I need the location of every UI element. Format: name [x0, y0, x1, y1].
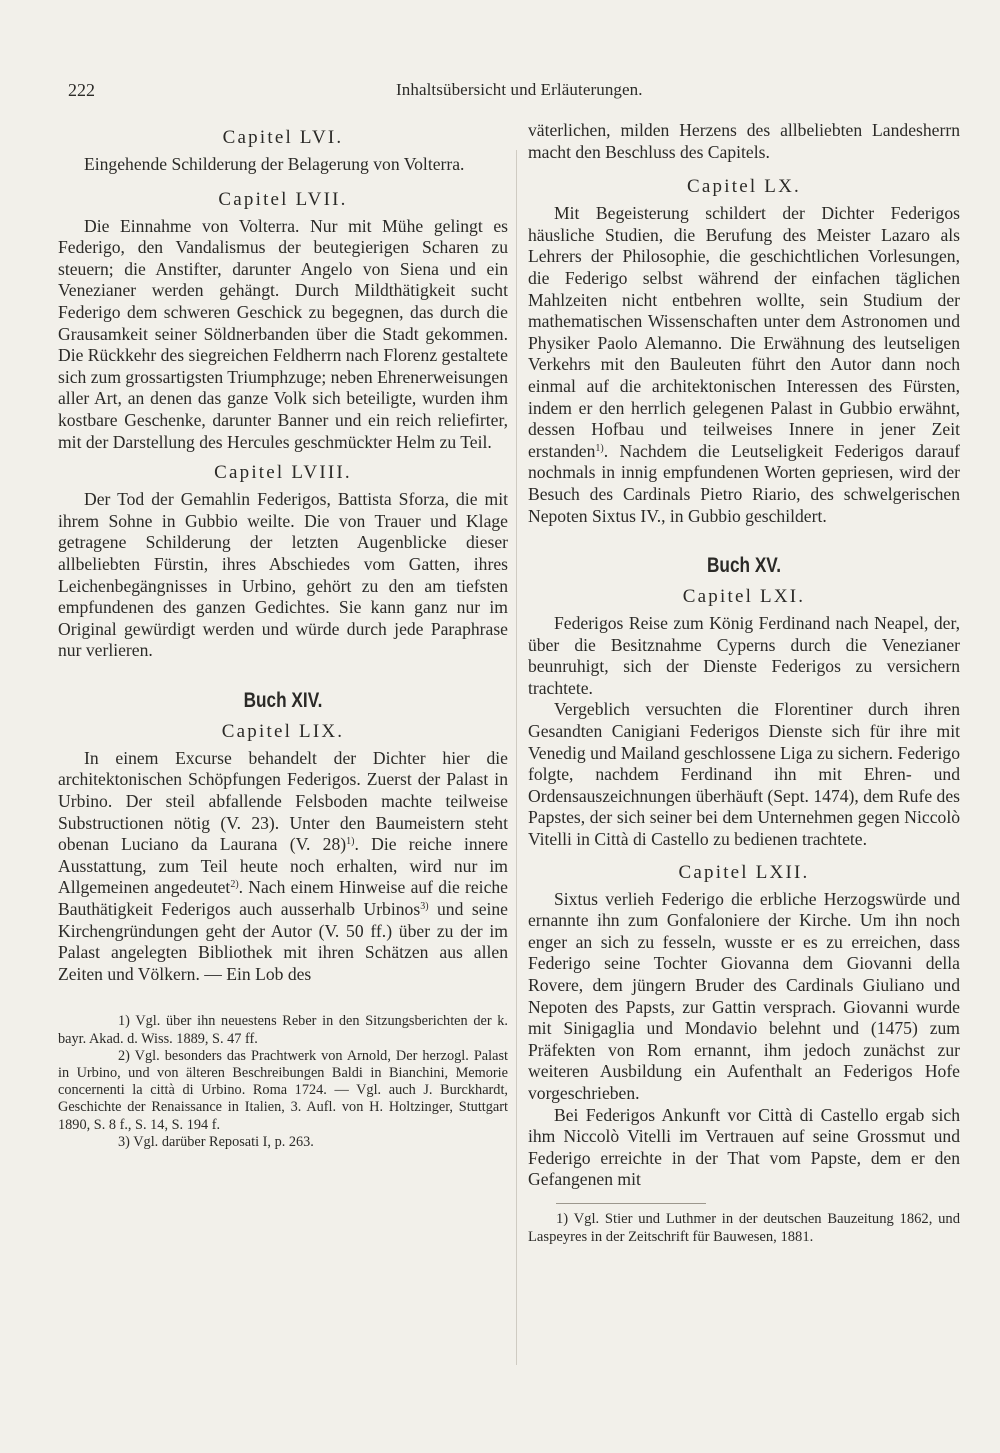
footnote-ref-3: 3) — [420, 901, 429, 913]
left-column — [58, 120, 508, 1151]
footnote-1: 1) Vgl. über ihn neuestens Reber in den Sitzungsberichten der k. bayr. Akad. d. Wiss. 1889, S. 47 ff. — [58, 1013, 508, 1047]
chapter-60-heading: Capitel LX. — [687, 176, 801, 198]
page-number: 222 — [68, 80, 95, 100]
book-15-heading: Buch XV. — [706, 554, 782, 578]
chapter-61-paragraph-2: Vergeblich versuchten die Florentiner durch ihren Gesandten Canigiani Federigos Dienste sich für ihre mit Venedig und Mailand geschlossene Liga zu sichern. Federigo folgte, nachdem Ferdinand ihn mit Ehren- und Ordensauszeichnungen überhäuft (Sept. 1474), dem Rufe des Papstes, der sich seiner bei dem Unternehmen gegen Niccolò Vitelli in Città di Castello zu bedienen trachtete. — [528, 699, 960, 850]
chapter-62-heading: Capitel LXII. — [678, 861, 810, 883]
column-divider — [516, 150, 517, 1365]
footnote-ref-2: 2) — [230, 879, 239, 891]
chapter-57-text: Die Einnahme von Volterra. Nur mit Mühe gelingt es Federigo, den Vandalismus der beutegierigen Scharen zu steuern; die Anstifter, darunter Angelo von Siena und ein Venezianer werden gehängt. Durch Mildthätigkeit sucht Federigo dem schweren Geschick zu begegnen, das durch die Grausamkeit seiner Söldnerbanden über die Stadt gekommen. Die Rückkehr des siegreichen Feldherrn nach Florenz gestaltete sich zum grossartigsten Triumphzuge; neben Ehrenerweisungen aller Art, an denen das ganze Volk sich beteiligte, wurden ihm kostbare Geschenke, darunter Banner und ein reich reliefirter, mit der Darstellung des Hercules geschmückter Helm zu Teil. — [58, 215, 509, 452]
chapter-60-text: Mit Begeisterung schildert der Dichter Federigos häusliche Studien, die Berufung des Meister Lazaro als Lehrers der Philosophie, die geschichtlichen Vorlesungen, die Federigo selbst während der einfachen täglichen Mahlzeiten nicht entbehren wollte, sein Studium der mathematischen Wissenschaften unter dem Astronomen und Physiker Paolo Alemanno. Die Erwähnung des leutseligen Verkehrs mit den Bauleuten führt den Autor dann noch einmal auf die architektonischen Interessen des Fürsten, indem er den herrlich gelegenen Palast in Gubbio erwähnt, dessen Hofbau und teilweises Innere in jener Zeit erstanden$^{1)}$. Nachdem die Leutseligkeit Federigos darauf nochmals in innig empfundenen Worten gepriesen, wird der Besuch des Cardinals Pietro Riario, des schwelgerischen Nepoten Sixtus IV., in Gubbio geschildert. — [528, 203, 960, 526]
chapter-58-heading: Capitel LVIII. — [214, 462, 352, 484]
chapter-59-text: In einem Excurse behandelt der Dichter hier die architektonischen Schöpfungen Federigos. Zuerst der Palast in Urbino. Der steil abfallende Felsboden machte teilweise Substructionen nötig (V. 23). Unter den Baumeistern steht obenan Luciano da Laurana (V. 28)$^{1)}$. Die reiche innere Ausstattung, zum Teil heute noch erhalten, wird nur im Allgemeinen angedeutet$^{2)}$. Nach einem Hinweise auf die reiche Bauthätigkeit Federigos auch ausserhalb Urbinos$^{3)}$ und seine Kirchengründungen geht der Autor (V. 50 ff.) über zu der im Palast angelegten Bibliothek mit ihren Schätzen aus allen Zeiten und Völkern. — Ein Lob des — [58, 747, 508, 984]
chapter-62-paragraph-1: Sixtus verlieh Federigo die erbliche Herzogswürde und ernannte ihn zum Gonfaloniere der Kirche. Um ihn noch enger an sich zu fesseln, wusste er es zu erreichen, dass Federigo seine Tochter Giovanna dem Giovanni della Rovere, dem jüngern Bruder des Cardinals Giuliano und Nepoten des Papsts, zur Gattin versprach. Giovanni wurde mit Sinigaglia und Mondavio belehnt und (1475) zum Präfekten von Rom ernannt, ihm jedoch zunächst zur weiteren Ausbildung ein Aufenthalt an Federigos Hofe vorgeschrieben. — [528, 888, 960, 1103]
chapter-57-heading: Capitel LVII. — [218, 188, 348, 210]
chapter-59-heading: Capitel LIX. — [221, 720, 345, 742]
chapter-56-text: Eingehende Schilderung der Belagerung von Volterra. — [84, 154, 465, 174]
footnote-r1: 1) Vgl. Stier und Luthmer in der deutschen Bauzeitung 1862, und Laspeyres in der Zeitschrift für Bauwesen, 1881. — [528, 1210, 960, 1245]
chapter-61-heading: Capitel LXI. — [682, 586, 806, 608]
running-title: Inhaltsübersicht und Erläuterungen. — [396, 80, 643, 99]
right-column — [528, 120, 960, 1246]
book-14-heading: Buch XIV. — [243, 688, 323, 712]
footnote-2: 2) Vgl. besonders das Prachtwerk von Arnold, Der herzogl. Palast in Urbino, und von älteren Beschreibungen Baldi in Bianchini, Memorie concernenti la città di Urbino. Roma 1724. — Vgl. auch J. Burckhardt, Geschichte der Renaissance in Italien, 3. Aufl. von H. Holtzinger, Stuttgart 1890, S. 8 f., S. 14, S. 194 f. — [58, 1047, 508, 1133]
chapter-58-text: Der Tod der Gemahlin Federigos, Battista Sforza, die mit ihrem Sohne in Gubbio weilte. Die von Trauer und Klage getragene Schilderung der letzten Augenblicke dieser allbeliebten Fürstin, ihres Abschiedes vom Gatten, ihres Leichenbegängnisses in Urbino, gehört zu den am tiefsten empfundenen des ganzen Gedichtes. Sie kann ganz nur im Original gewürdigt werden und würde durch jede Paraphrase nur verlieren. — [58, 489, 508, 661]
footnote-ref-1: 1) — [346, 836, 355, 848]
footnote-ref-r1: 1) — [595, 442, 604, 454]
footnote-rule — [556, 1203, 706, 1204]
left-footnotes — [58, 1013, 508, 1151]
continued-text: väterlichen, milden Herzens des allbeliebten Landesherrn macht den Beschluss des Capitels. — [528, 120, 960, 162]
chapter-62-paragraph-2: Bei Federigos Ankunft vor Città di Castello ergab sich ihm Niccolò Vitelli im Vertrauen auf seine Grossmut und Federigo erreichte in der That vom Papste, dem er den Gefangenen mit — [528, 1104, 960, 1190]
chapter-61-paragraph-1: Federigos Reise zum König Ferdinand nach Neapel, der, über die Besitznahme Cyperns durch die Venezianer beunruhigt, sich der Dienste Federigos zu versichern trachtete. — [528, 613, 960, 698]
footnote-3: 3) Vgl. darüber Reposati I, p. 263. — [118, 1133, 314, 1150]
chapter-56-heading: Capitel LVI. — [222, 127, 344, 148]
